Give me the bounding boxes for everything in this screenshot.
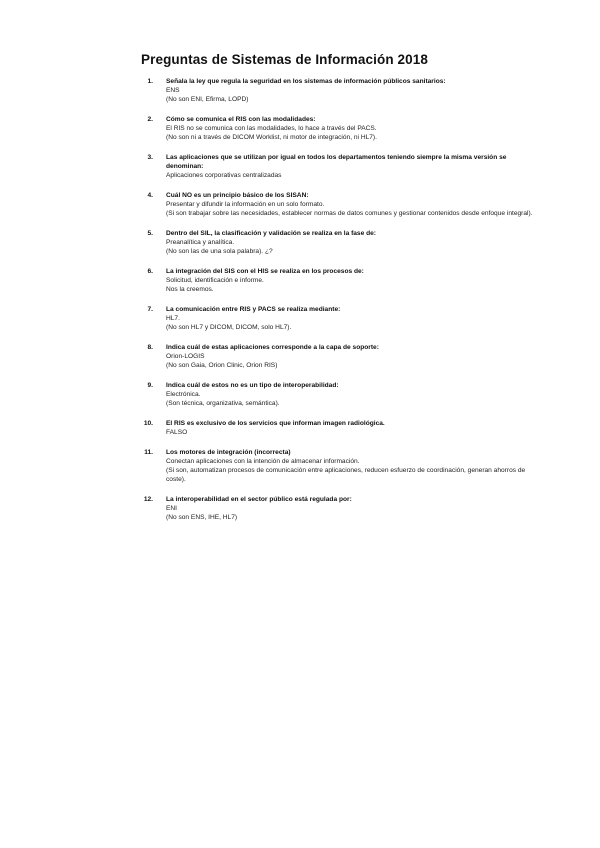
question-text: Indica cuál de estas aplicaciones corresponde a la capa de soporte:: [166, 344, 379, 351]
answer-line: Orion-LOGIS: [166, 353, 205, 360]
question-text: Cómo se comunica el RIS con las modalidades:: [166, 116, 316, 123]
question-item: [141, 229, 540, 256]
question-text: La interoperabilidad en el sector público está regulada por:: [166, 496, 352, 503]
answer-line: (No son ni a través de DICOM Worklist, ni motor de integración, ni HL7).: [166, 134, 377, 141]
answer-line: (No son ENS, IHE, HL7): [166, 514, 238, 521]
answer-line: Aplicaciones corporativas centralizadas: [166, 172, 282, 179]
question-text: El RIS es exclusivo de los servicios que informan imagen radiológica.: [166, 420, 385, 427]
question-text: Los motores de integración (incorrecta): [166, 449, 291, 456]
question-text: La comunicación entre RIS y PACS se realiza mediante:: [166, 306, 341, 313]
answer-line: Nos la creemos.: [166, 286, 214, 293]
answer-line: FALSO: [166, 429, 188, 436]
question-item: [141, 115, 540, 142]
question-number: 4.: [147, 192, 153, 199]
answer-line: (No son HL7 y DICOM, DICOM, solo HL7).: [166, 324, 292, 331]
answer-line: Presentar y difundir la información en un solo formato.: [166, 201, 325, 208]
question-item: [141, 267, 540, 294]
question-item: [141, 305, 540, 332]
answer-line: El RIS no se comunica con las modalidades, lo hace a través del PACS.: [166, 125, 377, 132]
question-text: Cuál NO es un principio básico de los SISAN:: [166, 192, 309, 199]
answer-line: (Si son trabajar sobre las necesidades, establecer normas de datos comunes y gestionar contenidos desde enfoque integral).: [166, 210, 533, 217]
question-text: Las aplicaciones que se utilizan por igual en todos los departamentos teniendo siempre la misma versión se denominan:: [166, 154, 507, 170]
answer-line: ENS: [166, 87, 180, 94]
question-number: 5.: [147, 230, 153, 237]
answer-line: (No son Gaia, Orion Clinic, Orion RIS): [166, 362, 278, 369]
question-item: [141, 153, 540, 180]
answer-line: (Son técnica, organizativa, semántica).: [166, 400, 280, 407]
question-list: [141, 77, 540, 522]
question-item: [141, 77, 540, 104]
question-text: Indica cuál de estos no es un tipo de interoperabilidad:: [166, 382, 339, 389]
question-number: 7.: [147, 306, 153, 313]
question-number: 6.: [147, 268, 153, 275]
answer-line: Preanalítica y analítica.: [166, 239, 235, 246]
question-text: Señala la ley que regula la seguridad en los sistemas de información públicos sanitarios:: [166, 78, 446, 85]
page-title: Preguntas de Sistemas de Información 2018: [141, 52, 428, 67]
question-item: [141, 381, 540, 408]
question-number: 2.: [147, 116, 153, 123]
question-item: [141, 419, 540, 437]
answer-line: (No son ENI, Efirma, LOPD): [166, 96, 249, 103]
question-number: 11.: [144, 449, 153, 456]
question-number: 1.: [147, 78, 153, 85]
answer-line: Solicitud, identificación e informe.: [166, 277, 264, 284]
answer-line: (No son las de una sola palabra). ¿?: [166, 248, 273, 255]
question-number: 10.: [143, 420, 153, 427]
answer-line: HL7.: [166, 315, 180, 322]
answer-line: ENI: [166, 505, 177, 512]
question-item: [141, 343, 540, 370]
question-item: [141, 448, 540, 484]
question-text: Dentro del SIL, la clasificación y validación se realiza en la fase de:: [166, 230, 376, 237]
question-item: [141, 191, 540, 218]
answer-line: (Si son, automatizan procesos de comunicación entre aplicaciones, reducen esfuerzo de coordinación, generan ahorros de coste).: [166, 467, 526, 483]
question-number: 3.: [147, 154, 153, 161]
question-number: 9.: [147, 382, 153, 389]
answer-line: Conectan aplicaciones con la intención de almacenar información.: [166, 458, 360, 465]
question-number: 8.: [147, 344, 153, 351]
question-item: [141, 495, 540, 522]
answer-line: Electrónica.: [166, 391, 201, 398]
question-number: 12.: [143, 496, 153, 503]
question-text: La integración del SIS con el HIS se realiza en los procesos de:: [166, 268, 364, 275]
